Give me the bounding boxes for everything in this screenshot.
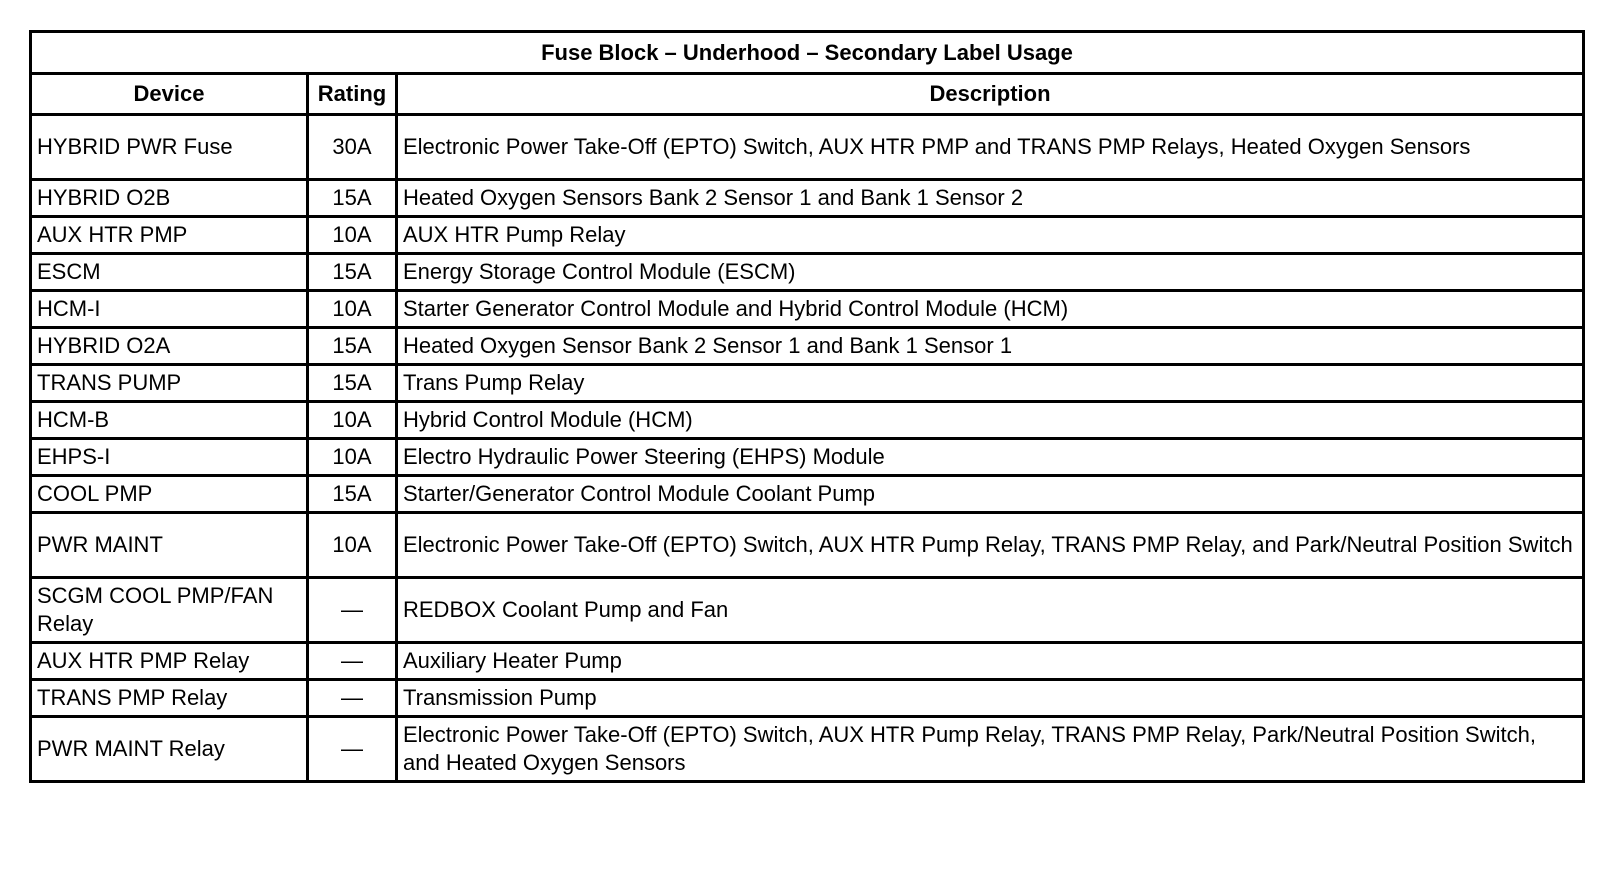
description-cell: Electro Hydraulic Power Steering (EHPS) Module [397,439,1584,476]
description-cell: Hybrid Control Module (HCM) [397,402,1584,439]
device-cell: AUX HTR PMP Relay [31,643,308,680]
rating-cell: — [308,717,397,782]
table-row [31,291,1584,328]
rating-cell: 30A [308,115,397,180]
table-body [31,115,1584,782]
table-row [31,254,1584,291]
rating-cell: 10A [308,217,397,254]
rating-cell: — [308,643,397,680]
rating-column-header: Rating [308,74,397,115]
rating-cell: 10A [308,402,397,439]
device-cell: PWR MAINT Relay [31,717,308,782]
rating-cell: 15A [308,365,397,402]
table-row [31,680,1584,717]
rating-cell: — [308,578,397,643]
table-row [31,180,1584,217]
device-cell: TRANS PUMP [31,365,308,402]
device-cell: HYBRID PWR Fuse [31,115,308,180]
table-header-row [31,74,1584,115]
table-row [31,365,1584,402]
rating-cell: 15A [308,180,397,217]
table-row [31,476,1584,513]
device-cell: AUX HTR PMP [31,217,308,254]
device-cell: HYBRID O2B [31,180,308,217]
table-row [31,717,1584,782]
device-cell: HCM-I [31,291,308,328]
rating-cell: 10A [308,439,397,476]
device-cell: HYBRID O2A [31,328,308,365]
rating-cell: 10A [308,291,397,328]
description-cell: Auxiliary Heater Pump [397,643,1584,680]
description-cell: Transmission Pump [397,680,1584,717]
description-cell: Starter Generator Control Module and Hybrid Control Module (HCM) [397,291,1584,328]
device-cell: COOL PMP [31,476,308,513]
description-column-header: Description [397,74,1584,115]
table-row [31,402,1584,439]
table-row [31,328,1584,365]
table-row [31,115,1584,180]
description-cell: Electronic Power Take-Off (EPTO) Switch, AUX HTR Pump Relay, TRANS PMP Relay, and Park/Neutral Position Switch [397,513,1584,578]
table-row [31,578,1584,643]
table-row [31,217,1584,254]
rating-cell: 10A [308,513,397,578]
description-cell: AUX HTR Pump Relay [397,217,1584,254]
rating-cell: 15A [308,476,397,513]
description-cell: Starter/Generator Control Module Coolant Pump [397,476,1584,513]
rating-cell: 15A [308,254,397,291]
description-cell: REDBOX Coolant Pump and Fan [397,578,1584,643]
device-cell: TRANS PMP Relay [31,680,308,717]
device-cell: ESCM [31,254,308,291]
description-cell: Trans Pump Relay [397,365,1584,402]
table-title: Fuse Block – Underhood – Secondary Label Usage [31,32,1584,74]
table-head [31,32,1584,115]
fuse-block-table [29,30,1585,783]
table-title-row [31,32,1584,74]
description-cell: Energy Storage Control Module (ESCM) [397,254,1584,291]
rating-cell: 15A [308,328,397,365]
device-cell: EHPS-I [31,439,308,476]
description-cell: Heated Oxygen Sensor Bank 2 Sensor 1 and Bank 1 Sensor 1 [397,328,1584,365]
table-row [31,643,1584,680]
table-row [31,439,1584,476]
rating-cell: — [308,680,397,717]
device-column-header: Device [31,74,308,115]
table-row [31,513,1584,578]
description-cell: Heated Oxygen Sensors Bank 2 Sensor 1 and Bank 1 Sensor 2 [397,180,1584,217]
description-cell: Electronic Power Take-Off (EPTO) Switch, AUX HTR Pump Relay, TRANS PMP Relay, Park/Neutral Position Switch, and Heated Oxygen Sensors [397,717,1584,782]
description-cell: Electronic Power Take-Off (EPTO) Switch, AUX HTR PMP and TRANS PMP Relays, Heated Oxygen Sensors [397,115,1584,180]
device-cell: HCM-B [31,402,308,439]
device-cell: SCGM COOL PMP/FAN Relay [31,578,308,643]
device-cell: PWR MAINT [31,513,308,578]
